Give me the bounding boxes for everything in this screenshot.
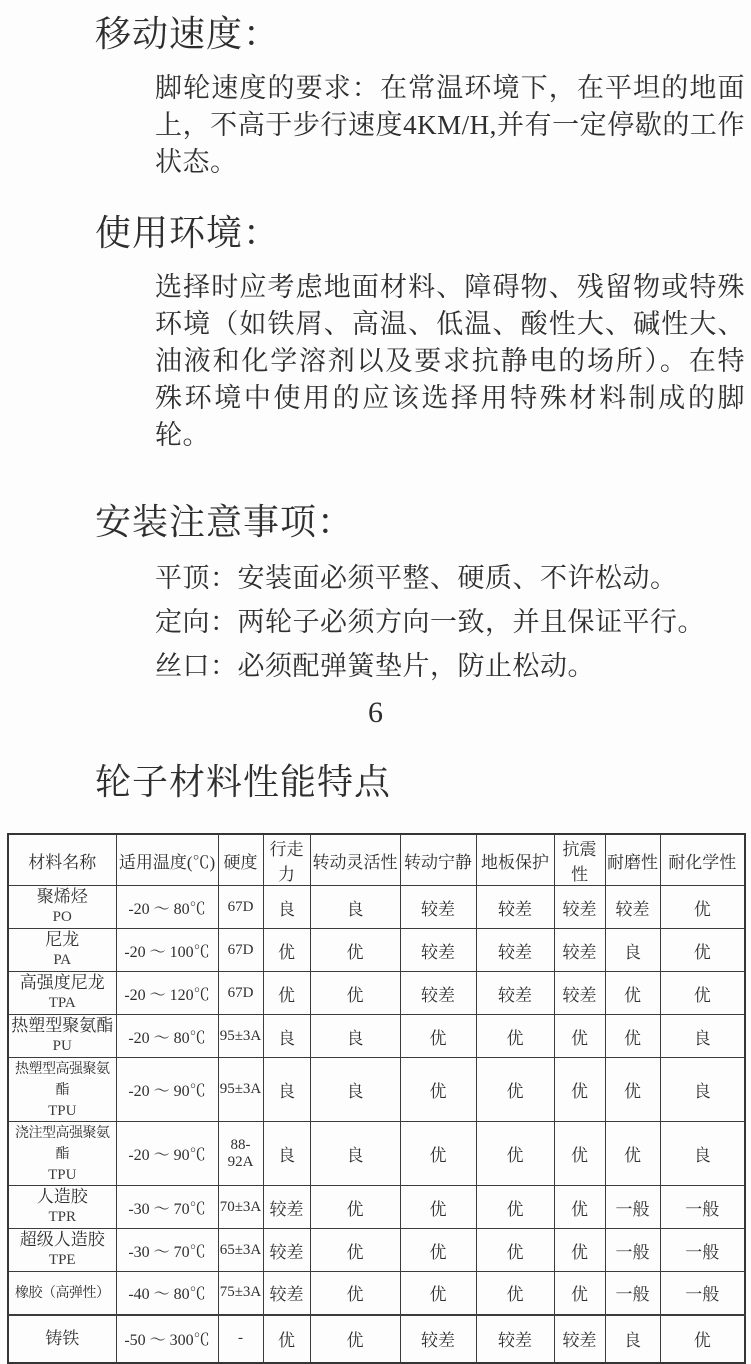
table-cell: 一般 [660,1272,745,1315]
table-cell: 较差 [476,886,554,929]
table-row [8,886,745,929]
table-header-cell: 地板保护 [476,834,554,886]
table-cell: 优 [400,1058,476,1122]
table-cell: 优 [400,1122,476,1186]
table-cell: 良 [263,1122,310,1186]
table-cell: 良 [310,1015,400,1058]
table-cell: 较差 [476,1315,554,1363]
table-cell: 优 [605,1122,660,1186]
table-cell: 较差 [554,1315,605,1363]
table-cell: 优 [554,1186,605,1229]
material-name-cell [8,1272,116,1315]
material-name: 热塑型聚氨酯 [11,1016,114,1035]
table-cell: 75±3A [218,1272,263,1315]
section-heading-usage-environment: 使用环境： [95,213,281,253]
section-heading-moving-speed: 移动速度： [95,14,281,54]
table-cell: 较差 [263,1186,310,1229]
installation-note-fixed-direction: 定向：两轮子必须方向一致，并且保证平行。 [155,607,705,637]
material-name-cell [8,1122,116,1186]
table-cell: 优 [310,972,400,1015]
table-cell: 较差 [263,1272,310,1315]
table-cell: 优 [554,1058,605,1122]
table-cell: 优 [660,1315,745,1363]
material-name-cell [8,1015,116,1058]
table-cell: 一般 [660,1186,745,1229]
table-cell: 优 [476,1186,554,1229]
table-cell: 67D [218,929,263,972]
material-name: 高强度尼龙 [19,973,105,992]
table-cell: 较差 [400,1315,476,1363]
table-cell: 优 [400,1015,476,1058]
table-cell: 较差 [400,886,476,929]
material-code: PO [52,909,72,925]
table-cell: 较差 [605,886,660,929]
table-cell: 良 [660,1122,745,1186]
table-cell: 优 [554,1229,605,1272]
table-cell: -40 ～ 80℃ [116,1272,218,1315]
table-cell: 95±3A [218,1058,263,1122]
table-cell: 95±3A [218,1015,263,1058]
table-row [8,1058,745,1122]
table-cell: 优 [476,1058,554,1122]
table-header-cell: 行走力 [263,834,310,886]
material-name-cell [8,886,116,929]
material-code: TPR [48,1209,76,1225]
material-name-cell [8,1315,116,1363]
table-cell: 较差 [400,929,476,972]
table-cell: 良 [263,1015,310,1058]
table-row [8,1272,745,1315]
table-cell: 良 [660,1015,745,1058]
table-cell: 优 [310,1315,400,1363]
table-cell: 较差 [263,1229,310,1272]
table-cell: 一般 [605,1186,660,1229]
paragraph-moving-speed: 脚轮速度的要求：在常温环境下，在平坦的地面上，不高于步行速度4KM/H,并有一定停歇的工作状态。 [155,73,745,177]
table-cell: 65±3A [218,1229,263,1272]
table-cell: 优 [476,1272,554,1315]
table-cell: 优 [263,1315,310,1363]
table-cell: 优 [660,929,745,972]
table-header-cell: 材料名称 [8,834,116,886]
table-row [8,1122,745,1186]
table-header-cell: 耐化学性 [660,834,745,886]
table-cell: 良 [263,886,310,929]
table-cell: 优 [400,1186,476,1229]
table-cell: 优 [263,929,310,972]
material-name-cell [8,1229,116,1272]
table-header-cell: 转动灵活性 [310,834,400,886]
table-cell: 良 [310,1122,400,1186]
table-row [8,1229,745,1272]
table-cell: -20 ～ 80℃ [116,1015,218,1058]
material-code: PA [53,952,72,968]
table-cell: -20 ～ 90℃ [116,1122,218,1186]
table-cell: 优 [660,972,745,1015]
table-cell: 一般 [605,1229,660,1272]
material-name-cell [8,1058,116,1122]
table-cell: 优 [605,1015,660,1058]
table-header-cell: 抗震性 [554,834,605,886]
installation-note-flat-top: 平顶：安装面必须平整、硬质、不许松动。 [155,563,678,593]
table-cell: 优 [605,972,660,1015]
material-name: 热塑型高强聚氨酯 [15,1062,110,1098]
material-code: TPA [48,995,76,1011]
section-heading-installation-notes: 安装注意事项： [95,502,355,542]
table-row [8,1015,745,1058]
table-cell: 较差 [554,886,605,929]
table-cell: 88-92A [218,1122,263,1186]
table-header-cell: 耐磨性 [605,834,660,886]
table-cell: 优 [310,1272,400,1315]
material-code: TPU [48,1167,77,1183]
table-row [8,972,745,1015]
table-cell: 67D [218,972,263,1015]
table-header-cell: 适用温度(℃) [116,834,218,886]
table-cell: 良 [660,1058,745,1122]
table-cell: -30 ～ 70℃ [116,1229,218,1272]
page-number: 6 [368,696,383,729]
table-cell: 67D [218,886,263,929]
table-cell: -20 ～ 120℃ [116,972,218,1015]
table-row [8,1315,745,1363]
table-cell: 较差 [400,972,476,1015]
material-name-cell [8,929,116,972]
material-name: 橡胶（高弹性） [15,1286,110,1302]
table-cell: 一般 [605,1272,660,1315]
table-cell: 良 [263,1058,310,1122]
table-row [8,929,745,972]
table-cell: -20 ～ 100℃ [116,929,218,972]
table-cell: 优 [310,1229,400,1272]
material-name: 超级人造胶 [19,1230,105,1249]
table-cell: 70±3A [218,1186,263,1229]
table-header-row [8,834,745,886]
table-cell: -30 ～ 70℃ [116,1186,218,1229]
table-cell: 优 [400,1229,476,1272]
table-cell: 优 [400,1272,476,1315]
table-cell: - [218,1315,263,1363]
material-name: 铸铁 [45,1329,80,1348]
material-name: 浇注型高强聚氨酯 [15,1126,110,1162]
table-cell: 优 [605,1058,660,1122]
table-cell: -20 ～ 90℃ [116,1058,218,1122]
table-cell: 较差 [554,929,605,972]
table-cell: 优 [263,972,310,1015]
table-cell: 良 [310,1058,400,1122]
table-title: 轮子材料性能特点 [95,762,392,802]
material-name-cell [8,972,116,1015]
table-row [8,1186,745,1229]
material-name-cell [8,1186,116,1229]
table-cell: 较差 [554,972,605,1015]
table-cell: 良 [310,886,400,929]
table-cell: 优 [476,1229,554,1272]
table-cell: 优 [660,886,745,929]
material-name: 尼龙 [45,930,80,949]
material-code: TPE [48,1252,76,1268]
table-cell: 一般 [660,1229,745,1272]
material-code: TPU [48,1103,77,1119]
table-cell: 良 [605,929,660,972]
table-cell: 优 [310,1186,400,1229]
installation-notes-list [155,564,745,681]
paragraph-usage-environment: 选择时应考虑地面材料、障碍物、残留物或特殊环境（如铁屑、高温、低温、酸性大、碱性大、油液和化学溶剂以及要求抗静电的场所）。在特殊环境中使用的应该选择用特殊材料制成的脚轮。 [155,272,745,450]
material-name: 人造胶 [36,1187,88,1206]
table-cell: 优 [554,1015,605,1058]
table-cell: 良 [605,1315,660,1363]
table-cell: 较差 [476,929,554,972]
material-name: 聚烯烃 [36,887,88,906]
table-cell: -50 ～ 300℃ [116,1315,218,1363]
table-cell: 优 [476,1015,554,1058]
material-properties-table [7,833,746,1364]
table-cell: 优 [554,1272,605,1315]
material-code: PU [52,1038,72,1054]
table-cell: 较差 [476,972,554,1015]
table-header-cell: 转动宁静 [400,834,476,886]
table-cell: 优 [554,1122,605,1186]
table-cell: -20 ～ 80℃ [116,886,218,929]
table-header-cell: 硬度 [218,834,263,886]
installation-note-threaded: 丝口：必须配弹簧垫片，防止松动。 [155,651,595,681]
table-cell: 优 [310,929,400,972]
table-cell: 优 [476,1122,554,1186]
